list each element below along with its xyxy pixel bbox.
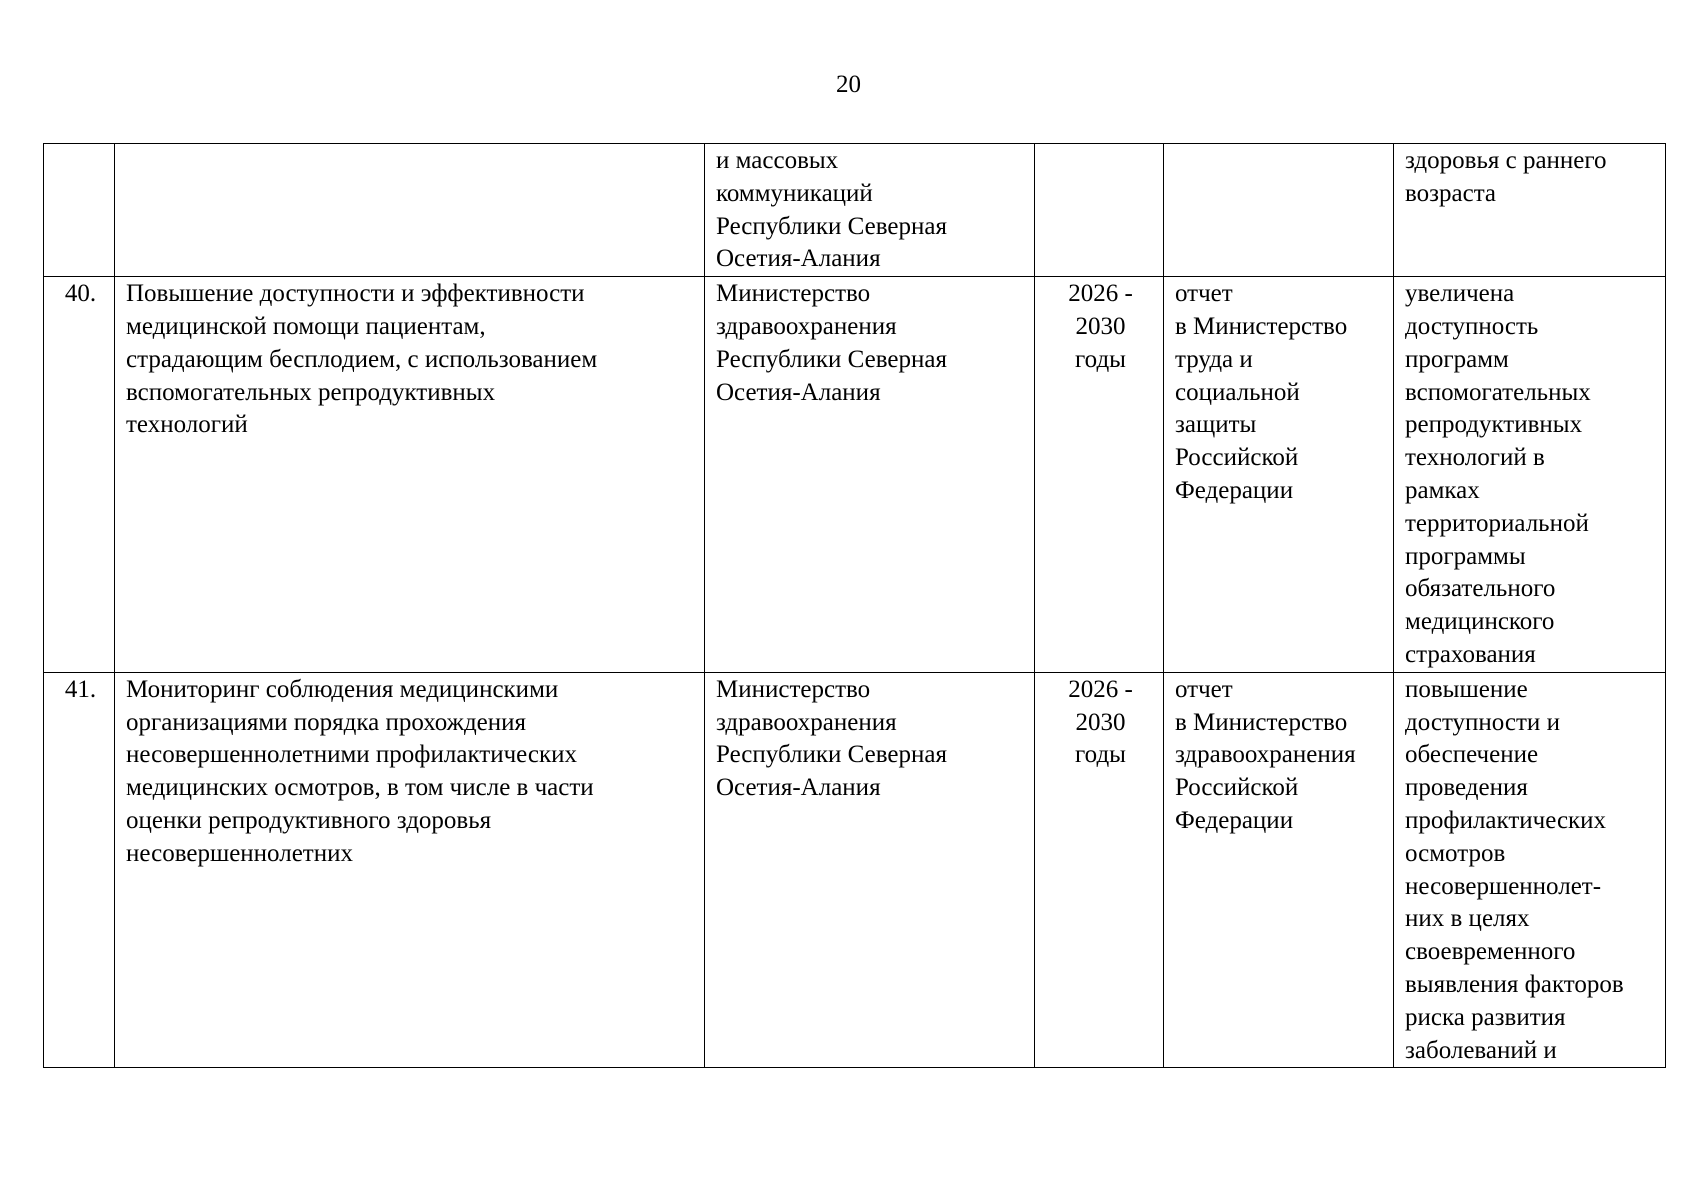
cell-text-line: в Министерство — [1175, 708, 1348, 736]
cell-text-line: доступность — [1405, 312, 1539, 340]
cell-text-line: 2030 — [1075, 312, 1126, 340]
cell-text-line: медицинского — [1405, 608, 1555, 636]
cell-text-line: обязательного — [1405, 575, 1556, 603]
cell-text-line: и массовых — [716, 147, 839, 174]
cell-event — [115, 144, 705, 277]
table-row-40 — [44, 277, 1666, 673]
cell-report — [1164, 144, 1394, 277]
cell-text-line: здравоохранения — [716, 708, 897, 736]
cell-text-line: здравоохранения — [716, 312, 897, 340]
cell-period — [1035, 672, 1164, 1068]
cell-text-line: Российской — [1175, 444, 1299, 472]
cell-text-line: защиты — [1175, 411, 1257, 439]
cell-text-line: Федерации — [1175, 476, 1294, 504]
cell-text-line: Осетия-Алания — [716, 774, 881, 802]
cell-text-line: несовершеннолетних — [126, 839, 353, 867]
cell-text-line: несовершеннолетними профилактических — [126, 741, 577, 769]
plan-table — [43, 143, 1666, 1068]
cell-executor — [705, 277, 1035, 673]
cell-text-line: Республики Северная — [716, 212, 947, 240]
cell-text-line: годы — [1075, 345, 1126, 373]
cell-text-line: технологий — [126, 411, 248, 439]
cell-executor — [705, 672, 1035, 1068]
cell-text-line: организациями порядка прохождения — [126, 708, 527, 736]
cell-text-line: профилактических — [1405, 806, 1607, 834]
cell-text-line: репродуктивных — [1405, 411, 1583, 439]
cell-text-line: выявления факторов — [1405, 970, 1624, 998]
cell-text-line: повышение — [1405, 675, 1528, 703]
cell-result — [1394, 144, 1666, 277]
cell-report — [1164, 277, 1394, 673]
cell-text-line: 2026 - — [1068, 675, 1133, 703]
cell-text-line: здравоохранения — [1175, 741, 1356, 769]
cell-text-line: увеличена — [1405, 280, 1515, 308]
cell-text-line: Министерство — [716, 675, 871, 703]
cell-text-line: отчет — [1175, 675, 1233, 703]
cell-text-line: Министерство — [716, 280, 871, 308]
cell-result — [1394, 672, 1666, 1068]
cell-text-line: Осетия-Алания — [716, 245, 881, 273]
cell-text-line: медицинской помощи пациентам, — [126, 312, 486, 340]
cell-period — [1035, 277, 1164, 673]
cell-number: 41. — [44, 672, 115, 1068]
cell-text-line: отчет — [1175, 280, 1233, 308]
cell-text-line: страдающим бесплодием, с использованием — [126, 345, 598, 373]
cell-text-line: 2030 — [1075, 708, 1126, 736]
cell-text-line: годы — [1075, 741, 1126, 769]
cell-text-line: проведения — [1405, 774, 1528, 802]
cell-text-line: Повышение доступности и эффективности — [126, 280, 585, 308]
cell-text-line: рамках — [1405, 476, 1480, 504]
cell-text-line: социальной — [1175, 378, 1300, 406]
cell-event — [115, 672, 705, 1068]
cell-result — [1394, 277, 1666, 673]
cell-executor — [705, 144, 1035, 277]
cell-text-line: Республики Северная — [716, 345, 947, 373]
cell-text-line: 2026 - — [1068, 280, 1133, 308]
cell-text-line: несовершеннолет- — [1405, 872, 1602, 900]
table-row-41 — [44, 672, 1666, 1068]
cell-text-line: здоровья с раннего — [1405, 147, 1607, 174]
cell-text-line: территориальной — [1405, 509, 1589, 537]
cell-text-line: них в целях — [1405, 905, 1530, 933]
cell-text-line: Российской — [1175, 774, 1299, 802]
cell-text-line: Осетия-Алания — [716, 378, 881, 406]
cell-text-line: страхования — [1405, 640, 1536, 668]
cell-period — [1035, 144, 1164, 277]
cell-number: 40. — [44, 277, 115, 673]
cell-text-line: возраста — [1405, 179, 1497, 207]
cell-number — [44, 144, 115, 277]
cell-text-line: труда и — [1175, 345, 1253, 373]
cell-text-line: вспомогательных — [1405, 378, 1591, 406]
cell-report — [1164, 672, 1394, 1068]
cell-text-line: риска развития — [1405, 1003, 1566, 1031]
cell-text-line: Мониторинг соблюдения медицинскими — [126, 675, 559, 703]
cell-text-line: своевременного — [1405, 938, 1576, 966]
cell-text-line: программ — [1405, 345, 1509, 373]
cell-text-line: заболеваний и — [1405, 1036, 1557, 1064]
cell-text-line: технологий в — [1405, 444, 1545, 472]
cell-text-line: Федерации — [1175, 806, 1294, 834]
cell-text-line: осмотров — [1405, 839, 1506, 867]
page-number: 20 — [836, 71, 861, 98]
cell-text-line: программы — [1405, 542, 1526, 570]
table-row-continuation — [44, 144, 1666, 277]
cell-text-line: оценки репродуктивного здоровья — [126, 806, 492, 834]
cell-text-line: Республики Северная — [716, 741, 947, 769]
cell-text-line: доступности и — [1405, 708, 1560, 736]
cell-text-line: вспомогательных репродуктивных — [126, 378, 496, 406]
cell-text-line: коммуникаций — [716, 179, 873, 207]
cell-event — [115, 277, 705, 673]
cell-text-line: медицинских осмотров, в том числе в части — [126, 774, 594, 802]
cell-text-line: обеспечение — [1405, 741, 1539, 769]
cell-text-line: в Министерство — [1175, 312, 1348, 340]
